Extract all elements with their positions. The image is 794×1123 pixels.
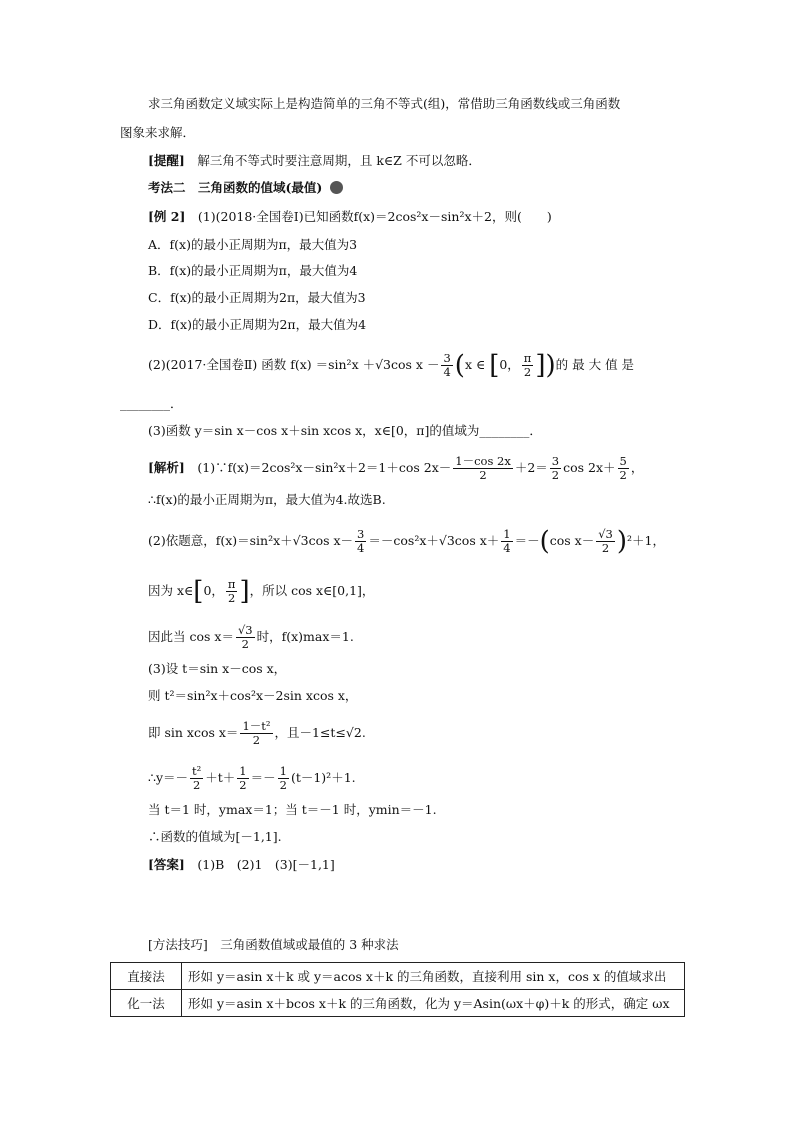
example-q3: (3)函数 y＝sin x－cos x＋sin xcos x，x∈[0，π]的值域为________．: [148, 423, 542, 438]
section-title: [148, 179, 343, 197]
intro-line-2: 图象来求解．: [120, 125, 196, 140]
solution-label: [解析]: [148, 460, 185, 475]
solution-2-therefore: 因此当 cos x＝ $\frac{√3}{2}$ 时，f(x)max＝1.: [148, 623, 354, 651]
example-q1: [148, 208, 552, 226]
method-desc: 形如 y＝asin x＋bcos x＋k 的三角函数，化为 y＝Asin(ωx＋φ)＋k 的形式，确定 ωx: [182, 990, 685, 1017]
q1-prefix: (1)(2018·全国卷Ⅰ)已知函数: [197, 209, 354, 224]
option-a: A．f(x)的最小正周期为π，最大值为3: [148, 237, 358, 252]
solution-1-conclusion: ∴f(x)的最小正周期为π，最大值为4.故选B.: [148, 492, 386, 507]
method-name: 化一法: [111, 990, 182, 1017]
q1-formula: f(x)＝2cos²x－sin²x＋2，则( ): [353, 209, 552, 224]
tip-text: 解三角不等式时要注意周期，且 k∈Z 不可以忽略．: [197, 153, 481, 168]
solution-3-line-1: (3)设 t＝sin x－cos x，: [148, 661, 287, 676]
solution-3-line-6: ∴函数的值域为[－1,1].: [148, 829, 282, 844]
method-title: [方法技巧] 三角函数值域或最值的 3 种求法: [148, 937, 399, 952]
solution-3-line-4: ∴y＝－ $\frac{\text{t²}}{2}$ ＋t＋ $\frac{1}{2}$ ＝－ $\frac{1}{2}$ (t－1)²＋1.: [148, 764, 356, 792]
option-b: B．f(x)的最小正周期为π，最大值为4: [148, 263, 358, 278]
option-d: D．f(x)的最小正周期为2π，最大值为4: [148, 317, 367, 332]
solution-1: [解析] (1)∵f(x)＝2cos²x－sin²x＋2＝1＋cos 2x－ $\frac{1-\cos 2x}{2}$ ＋2＝ $\frac{3}{2}$ cos 2x＋ $\frac{5}{2}$ ，: [148, 454, 644, 482]
example-label: [例 2]: [148, 209, 186, 224]
table-row: [111, 963, 685, 990]
q2-blank: ________．: [120, 396, 183, 411]
bullet-dot-icon: [330, 181, 343, 194]
option-c: C．f(x)的最小正周期为2π，最大值为3: [148, 290, 366, 305]
q2-prefix: (2)(2017·全国卷Ⅱ) 函数 f(x) ＝sin²x ＋√3cos x －: [148, 357, 440, 372]
tip-label: [提醒]: [148, 153, 185, 168]
solution-3-line-5: 当 t＝1 时，ymax＝1；当 t＝－1 时，ymin＝－1.: [148, 802, 437, 817]
answer: [148, 856, 335, 874]
method-name: 直接法: [111, 963, 182, 990]
example-q2: (2)(2017·全国卷Ⅱ) 函数 f(x) ＝sin²x ＋√3cos x － $\frac{3}{4}$ (x ∈ [0， $\frac{\pi}{2}$ ])的 最 大 值 是: [148, 350, 635, 381]
intro-line-1: 求三角函数定义域实际上是构造简单的三角不等式(组)，常借助三角函数线或三角函数: [148, 96, 621, 111]
solution-2: (2)依题意，f(x)＝sin²x＋√3cos x－ $\frac{3}{4}$ ＝－cos²x＋√3cos x＋ $\frac{1}{4}$ ＝－(cos x－ $\frac{√3}{2}$ )²＋1，: [148, 526, 666, 557]
method-table: [110, 962, 685, 1017]
solution-3-line-2: 则 t²＝sin²x＋cos²x－2sin xcos x，: [148, 688, 358, 703]
method-desc: 形如 y＝asin x＋k 或 y＝acos x＋k 的三角函数，直接利用 sin x，cos x 的值域求出: [182, 963, 685, 990]
section-title-text: 考法二 三角函数的值域(最值): [148, 180, 323, 195]
tip: [148, 152, 481, 170]
solution-2-because: 因为 x∈[0， $\frac{\pi}{2}$ ]，所以 cos x∈[0,1]，: [148, 576, 375, 607]
solution-3-line-3: 即 sin xcos x＝ $\frac{\text{1－t²}}{2}$ ，且－1≤t≤√2.: [148, 719, 366, 747]
q2-suffix: 的 最 大 值 是: [555, 357, 635, 372]
q2-fraction: $\frac{3}{4}$: [443, 351, 451, 379]
q2-pi-fraction: $\frac{\pi}{2}$: [523, 351, 532, 379]
table-row: [111, 990, 685, 1017]
answer-text: (1)B (2)1 (3)[－1,1]: [197, 857, 335, 872]
answer-label: [答案]: [148, 857, 185, 872]
